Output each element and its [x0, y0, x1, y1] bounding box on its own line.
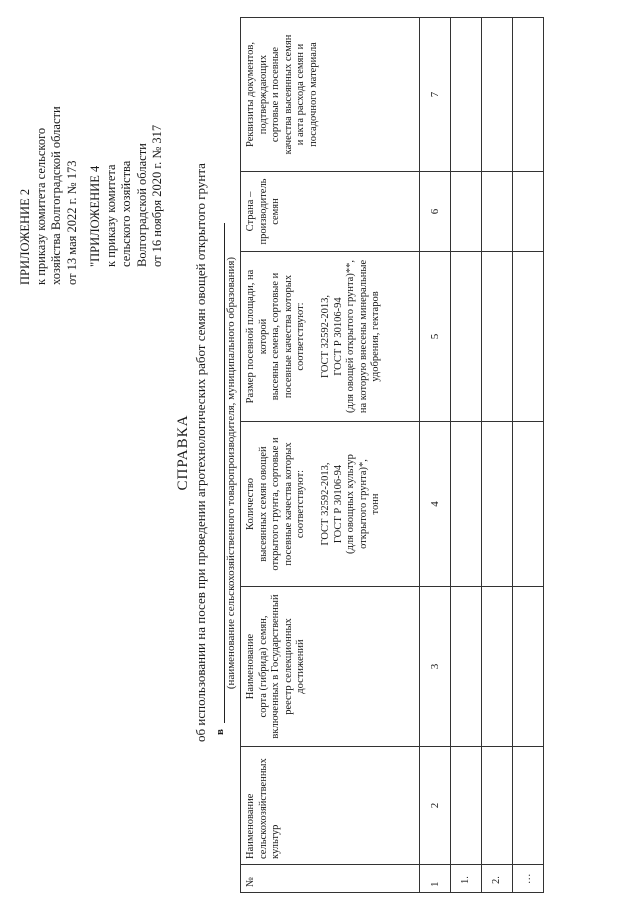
table-header-row [241, 18, 420, 893]
column-number: 6 [420, 172, 451, 252]
organization-prefix: в [214, 729, 226, 735]
empty-cell [482, 172, 513, 252]
empty-cell [451, 587, 482, 747]
column-header-sown-area: Размер посевной площади, на которой высеяны семена, сортовые и посевные качества которых соответствуют: ГОСТ 32592-2013, ГОСТ Р 30106-94 (для овощей открытого грунта)**, на которую внесены минеральные удобрения, гектаров [241, 252, 420, 422]
appendix-4-header: "ПРИЛОЖЕНИЕ 4 к приказу комитета сельского хозяйства Волгоградской области от 16 ноября 2020 г. № 317 [88, 124, 164, 267]
column-header-documents: Реквизиты документов, подтверждающих сортовые и посевные качества высеянных семян и акта расхода семян и посадочного материала [241, 18, 420, 172]
table-row [451, 18, 482, 893]
empty-cell [451, 747, 482, 865]
empty-cell [482, 747, 513, 865]
column-number: 2 [420, 747, 451, 865]
empty-cell [513, 252, 544, 422]
document-subtitle: об использовании на посев при проведении агротехнологических работ семян овощей открытого грунта [193, 163, 208, 742]
column-number: 4 [420, 422, 451, 587]
row-number: 1. [451, 865, 482, 893]
row-number: 2. [482, 865, 513, 893]
column-header-seed-quantity: Количество высеянных семян овощей открытого грунта, сортовые и посевные качества которых соответствуют: ГОСТ 32592-2013, ГОСТ Р 30106-94 (для овощных культур открытого грунта)*, тонн [241, 422, 420, 587]
column-number: 5 [420, 252, 451, 422]
table-row [482, 18, 513, 893]
column-number-row [420, 18, 451, 893]
organization-caption: (наименование сельскохозяйственного товаропроизводителя, муниципального образования) [225, 256, 237, 690]
column-number: 3 [420, 587, 451, 747]
empty-cell [482, 422, 513, 587]
empty-cell [513, 422, 544, 587]
table-row [513, 18, 544, 893]
empty-cell [482, 587, 513, 747]
row-number: … [513, 865, 544, 893]
empty-cell [482, 252, 513, 422]
document-title: СПРАВКА [175, 414, 191, 491]
empty-cell [451, 252, 482, 422]
empty-cell [482, 18, 513, 172]
column-header-country: Страна – производитель семян [241, 172, 420, 252]
column-number: 7 [420, 18, 451, 172]
seed-usage-table [240, 17, 544, 893]
column-header-crops: Наименование сельскохозяйственных культур [241, 747, 420, 865]
column-number: 1 [420, 865, 451, 893]
empty-cell [451, 18, 482, 172]
empty-cell [513, 587, 544, 747]
appendix-2-header: ПРИЛОЖЕНИЕ 2 к приказу комитета сельского хозяйства Волгоградской области от 13 мая 2022 г. № 173 [18, 106, 79, 285]
column-header-number: № [241, 865, 420, 893]
empty-cell [513, 747, 544, 865]
empty-cell [451, 422, 482, 587]
column-header-variety: Наименование сорта (гибрида) семян, включенных в Государственный реестр селекционных достижений [241, 587, 420, 747]
empty-cell [451, 172, 482, 252]
empty-cell [513, 172, 544, 252]
empty-cell [513, 18, 544, 172]
